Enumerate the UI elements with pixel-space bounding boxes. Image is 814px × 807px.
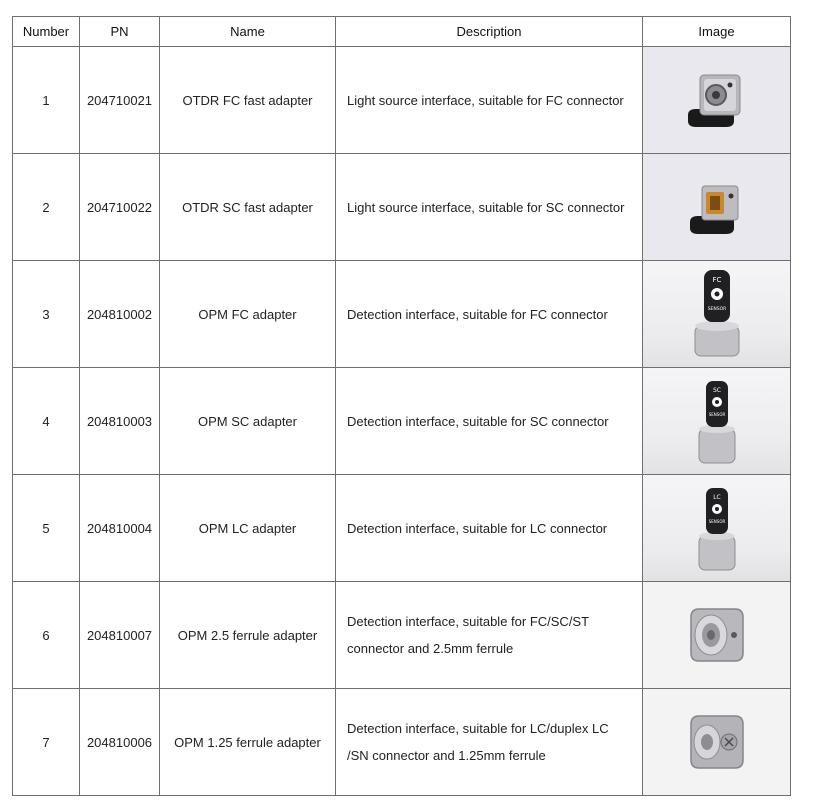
description-line: Light source interface, suitable for SC connector xyxy=(347,199,625,215)
table-row xyxy=(13,261,791,368)
cell-name: OTDR SC fast adapter xyxy=(160,154,336,261)
cell-name: OPM LC adapter xyxy=(160,475,336,582)
image-badge: SENSOR xyxy=(708,412,725,417)
otdr-sc-adapter-icon xyxy=(682,172,752,242)
ferrule-1-25-adapter-icon xyxy=(677,702,757,782)
cell-number: 5 xyxy=(13,475,80,582)
image-label: SC xyxy=(712,387,721,394)
cell-number: 6 xyxy=(13,582,80,689)
description-line: Detection interface, suitable for LC connector xyxy=(347,520,608,536)
cell-pn: 204810003 xyxy=(80,368,160,475)
description-line: Detection interface, suitable for FC connector xyxy=(347,306,608,322)
header-name: Name xyxy=(160,17,336,47)
description-line: Detection interface, suitable for FC/SC/ST xyxy=(347,614,590,629)
image-badge: SENSOR xyxy=(707,307,726,312)
cell-name: OTDR FC fast adapter xyxy=(160,47,336,154)
header-pn: PN xyxy=(80,17,160,47)
cell-image xyxy=(643,689,791,796)
header-image: Image xyxy=(643,17,791,47)
header-row xyxy=(13,17,791,47)
image-badge: SENSOR xyxy=(708,519,725,524)
cell-pn: 204810002 xyxy=(80,261,160,368)
adapter-spec-table xyxy=(12,16,791,796)
description-line: /SN connector and 1.25mm ferrule xyxy=(347,748,546,763)
cell-number: 7 xyxy=(13,689,80,796)
image-label: LC xyxy=(712,494,721,501)
table-row xyxy=(13,47,791,154)
table-row xyxy=(13,582,791,689)
table-row xyxy=(13,689,791,796)
cell-image xyxy=(643,582,791,689)
cell-image xyxy=(643,261,791,368)
opm-lc-adapter-icon xyxy=(677,480,757,576)
opm-sc-adapter-icon xyxy=(677,373,757,469)
cell-number: 1 xyxy=(13,47,80,154)
cell-description xyxy=(336,475,643,582)
cell-description xyxy=(336,154,643,261)
otdr-fc-adapter-icon xyxy=(682,65,752,135)
cell-pn: 204710022 xyxy=(80,154,160,261)
ferrule-2-5-adapter-icon xyxy=(677,595,757,675)
cell-description xyxy=(336,689,643,796)
cell-pn: 204810006 xyxy=(80,689,160,796)
cell-number: 4 xyxy=(13,368,80,475)
cell-image xyxy=(643,154,791,261)
image-label: FC xyxy=(712,276,721,284)
table-row xyxy=(13,154,791,261)
opm-fc-adapter-icon xyxy=(677,266,757,362)
cell-image xyxy=(643,47,791,154)
cell-number: 2 xyxy=(13,154,80,261)
cell-number: 3 xyxy=(13,261,80,368)
table-row xyxy=(13,368,791,475)
cell-pn: 204810007 xyxy=(80,582,160,689)
cell-name: OPM 2.5 ferrule adapter xyxy=(160,582,336,689)
cell-description xyxy=(336,582,643,689)
cell-description xyxy=(336,47,643,154)
cell-image xyxy=(643,368,791,475)
header-number: Number xyxy=(13,17,80,47)
cell-name: OPM SC adapter xyxy=(160,368,336,475)
cell-description xyxy=(336,368,643,475)
cell-name: OPM 1.25 ferrule adapter xyxy=(160,689,336,796)
cell-image xyxy=(643,475,791,582)
table-row xyxy=(13,475,791,582)
description-line: Detection interface, suitable for SC connector xyxy=(347,413,609,429)
cell-name: OPM FC adapter xyxy=(160,261,336,368)
description-line: Light source interface, suitable for FC connector xyxy=(347,92,624,108)
description-line: Detection interface, suitable for LC/duplex LC xyxy=(347,721,609,736)
cell-description xyxy=(336,261,643,368)
cell-pn: 204710021 xyxy=(80,47,160,154)
header-description: Description xyxy=(336,17,643,47)
cell-pn: 204810004 xyxy=(80,475,160,582)
description-line: connector and 2.5mm ferrule xyxy=(347,641,514,656)
